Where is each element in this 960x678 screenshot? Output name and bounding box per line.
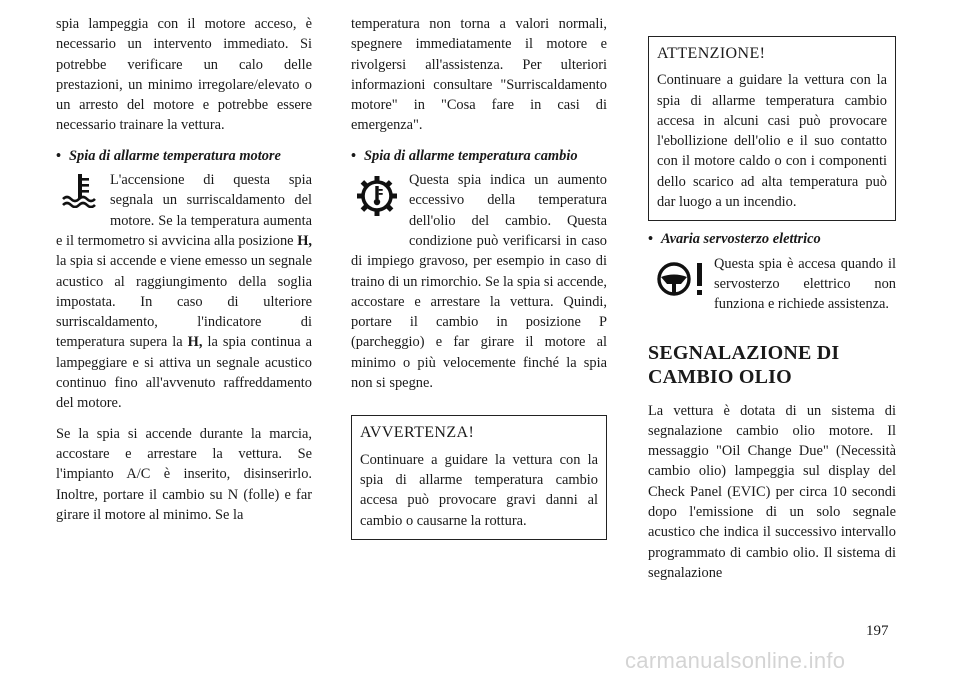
- icon-paragraph: [351, 170, 607, 393]
- watermark: carmanualsonline.info: [625, 648, 846, 673]
- column-3: [648, 38, 896, 593]
- paragraph-text: Questa spia indica un aumento eccessivo della temperatura dell'olio del cambio. Questa condizione può verificarsi in caso di impiego gravoso, per esempio in caso di traino di un rimorchio. Se la spia si accende, accostare e arrestare la vettura. Quindi, portare il cambio in posizione P (parcheggio) e far girare il motore al minimo o più velocemente finché la spia non si spegne.: [351, 172, 607, 392]
- paragraph-text: Questa spia è accesa quando il servosterzo elettrico non funziona e richiede assistenza.: [714, 255, 896, 313]
- paragraph: spia lampeggia con il motore acceso, è necessario un intervento immediato. Si potrebbe verificare un calo delle prestazioni, un minimo irregolare/elevato o un arresto del motore e potrebbe essere necessario trainare la vettura.: [56, 16, 312, 134]
- column-2: [351, 14, 607, 540]
- page-number: 197: [866, 623, 889, 639]
- h-marker: H,: [297, 232, 312, 249]
- section-title: SEGNALAZIONE DI CAMBIO OLIO: [648, 341, 840, 388]
- warning-text: Continuare a guidare la vettura con la spia di allarme temperatura cambio accesa può provocare gravi danni al cambio o causarne la rottura.: [360, 451, 598, 529]
- paragraph: La vettura è dotata di un sistema di segnalazione cambio olio motore. Il messaggio "Oil Change Due" (Necessità cambio olio) lampeggia sul display del Check Panel (EVIC) per circa 10 secondi dopo l'emissione di un solo segnale acustico che indica il successivo intervallo programmato di cambio olio. Il sistema di segnalazione: [648, 402, 896, 581]
- paragraph-text-a: L'accensione di questa spia segnala un surriscaldamento del motore. Se la temperatura aumenta e il termometro si avvicina alla posizione: [56, 172, 312, 249]
- h-marker: H,: [187, 334, 203, 351]
- power-steering-warning-icon: [654, 258, 708, 318]
- bullet-heading: [351, 146, 607, 166]
- bullet-heading: [56, 146, 312, 166]
- bullet-dot: •: [351, 147, 357, 164]
- bullet-label: Spia di allarme temperatura cambio: [364, 147, 578, 164]
- bullet-dot: •: [56, 147, 62, 164]
- bullet-heading: [648, 229, 896, 249]
- paragraph-text-c: la spia si accende e viene emesso un segnale acustico al raggiungimento della soglia impostata. In caso di ulteriore surriscaldamento, l'indicatore di temperatura supera la: [56, 253, 312, 351]
- bullet-label: Avaria servosterzo elettrico: [661, 231, 821, 248]
- caution-title: ATTENZIONE!: [657, 45, 766, 62]
- warning-title: AVVERTENZA!: [360, 424, 475, 442]
- paragraph: Se la spia si accende durante la marcia, accostare e arrestare la vettura. Se l'impianto A/C è inserito, disinserirlo. Inoltre, portare il cambio su N (folle) e far girare il motore al minimo. Se la: [56, 425, 312, 523]
- warning-box: [351, 415, 607, 539]
- icon-paragraph: [648, 254, 896, 315]
- paragraph-text-e: la spia continua a lampeggiare e si attiva un segnale acustico continuo fino all'avvenuto raffreddamento del motore.: [56, 334, 312, 412]
- column-1: [56, 14, 312, 535]
- bullet-dot: •: [648, 231, 654, 248]
- transmission-temperature-icon: [351, 174, 403, 234]
- bullet-label: Spia di allarme temperatura motore: [69, 147, 281, 164]
- caution-box: [648, 36, 896, 221]
- caution-text: Continuare a guidare la vettura con la spia di allarme temperatura cambio accesa in alcuni casi può provocare l'ebollizione dell'olio e il suo contatto con il motore caldo o con i componenti dello scarico ad alta temperatura può dar luogo a un incendio.: [657, 72, 887, 211]
- engine-coolant-temperature-icon: [56, 172, 104, 214]
- icon-paragraph: [56, 170, 312, 414]
- paragraph: temperatura non torna a valori normali, spegnere immediatamente il motore e rivolgersi all'assistenza. Per ulteriori informazioni consultare "Surriscaldamento motore" in "Cosa fare in casi di emergenza".: [351, 16, 607, 134]
